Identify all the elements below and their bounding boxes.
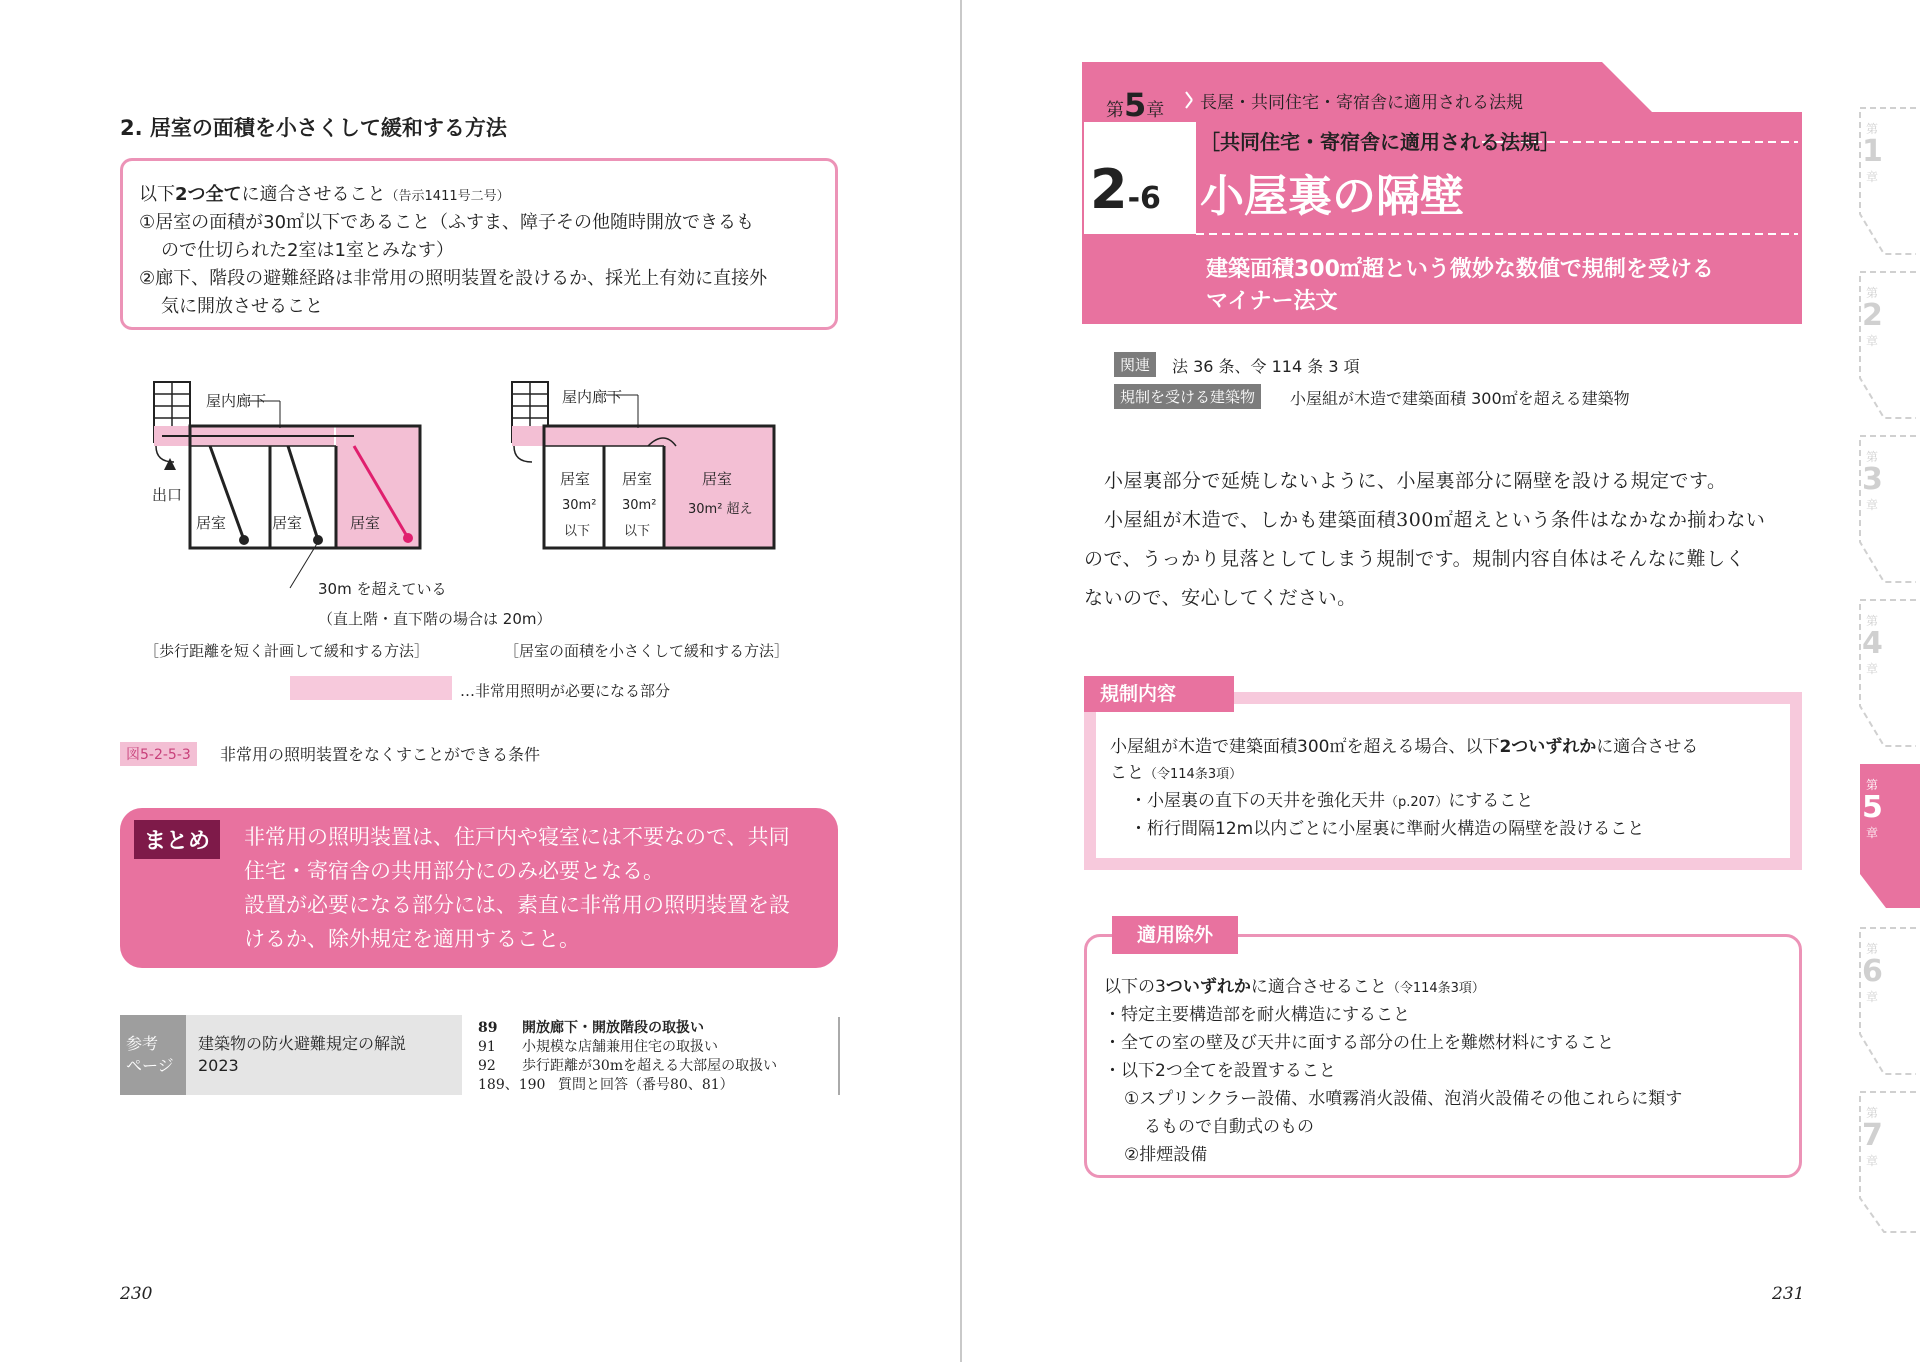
chapter-tab-1[interactable]: 1 [1862,134,1883,169]
reference-row: 189、190 質問と回答（番号80、81） [478,1077,734,1093]
summary-line-4: けるか、除外規定を適用すること。 [244,927,580,951]
reference-label-line-1: 参考 [126,1034,159,1053]
chapter-tab-3[interactable]: 3 [1862,462,1883,497]
page-spine [960,0,962,1362]
regulation-line-2: こと（令114条3項） [1110,763,1243,783]
chapter-tab-1-prefix: 第 [1866,122,1879,136]
chapter-tab-5[interactable]: 5 [1862,790,1883,825]
section-number-main: 2 [1090,158,1128,221]
section-heading: 2. 居室の面積を小さくして緩和する方法 [120,116,507,140]
chapter-description: 長屋・共同住宅・寄宿舎に適用される法規 [1200,93,1523,113]
regulation-line-3: ・小屋裏の直下の天井を強化天井（p.207）にすること [1130,791,1534,811]
diagram-right-below-2: 以下 [624,524,651,539]
chapter-number: 5 [1124,86,1147,124]
chapter-tab-2-suffix: 章 [1866,334,1879,348]
exception-label: 適用除外 [1112,916,1238,954]
page-title: 小屋裏の隔壁 [1200,171,1464,222]
chapter-tab-4[interactable]: 4 [1862,626,1883,661]
summary-box [120,808,838,968]
summary-line-3: 設置が必要になる部分には、素直に非常用の照明装置を設 [244,893,790,917]
chapter-tab-6[interactable]: 6 [1862,954,1883,989]
exception-line-6: るもので自動式のもの [1144,1117,1314,1137]
diagram-right-room-1: 居室 [560,470,591,488]
exception-line-3: ・全ての室の壁及び天井に面する部分の仕上を難燃材料にすること [1104,1033,1614,1053]
figure-caption: 非常用の照明装置をなくすことができる条件 [220,745,541,764]
body-line-3: ので、うっかり見落としてしまう規制です。規制内容自体はそんなに難しく [1084,548,1746,570]
diagram-right-below-1: 以下 [564,524,591,539]
subtitle-line-2: マイナー法文 [1206,289,1338,314]
chapter-tab-7-suffix: 章 [1866,1154,1879,1168]
diagram-left-room-1: 居室 [196,514,227,532]
diagram-right-room-2: 居室 [622,470,653,488]
chapter-tab-4-suffix: 章 [1866,662,1879,676]
chapter-tab-6-suffix: 章 [1866,990,1879,1004]
subtitle-line-1: 建築面積300㎡超という微妙な数値で規制を受ける [1206,257,1714,282]
diagram-left-room-2: 居室 [272,514,303,532]
chapter-suffix: 章 [1146,100,1165,121]
condition-box [120,158,838,330]
exception-line-4: ・以下2つ全てを設置すること [1104,1061,1336,1081]
condition-line-2: ①居室の面積が30㎡以下であること（ふすま、障子その他随時開放できるも [139,212,755,233]
diagram-left-room-3: 居室 [350,514,381,532]
chapter-tab-2[interactable]: 2 [1862,298,1883,333]
regulation-line-4: ・桁行間隔12m以内ごとに小屋裏に準耐火構造の隔壁を設けること [1130,819,1645,839]
summary-label: まとめ [134,820,220,859]
section-number [1090,158,1161,221]
exception-line-5: ①スプリンクラー設備、水噴霧消火設備、泡消火設備その他これらに類す [1124,1089,1683,1109]
diagram-left-note-1: 30m を超えている [318,580,447,598]
diagram-left-note-2: （直上階・直下階の場合は 20m） [318,610,552,628]
page-number-left: 230 [120,1284,153,1304]
reference-label-line-2: ページ [126,1056,174,1075]
chapter-label [1106,86,1164,124]
reference-book-title: 建築物の防火避難規定の解説 [198,1034,407,1053]
reference-label [120,1015,186,1095]
body-line-4: ないので、安心してください。 [1084,587,1357,609]
condition-line-1: 以下2つ全てに適合させること（告示1411号二号） [139,184,510,205]
category-label: ［共同住宅・寄宿舎に適用される法規］ [1200,130,1560,154]
condition-line-3: ので仕切られた2室は1室とみなす） [161,240,454,261]
exception-line-1: 以下の3ついずれかに適合させること（令114条3項） [1104,977,1485,997]
summary-line-1: 非常用の照明装置は、住戸内や寝室には不要なので、共同 [244,825,790,849]
body-line-1: 小屋裏部分で延焼しないように、小屋裏部分に隔壁を設ける規定です。 [1104,470,1727,492]
chapter-tab-5-suffix: 章 [1866,826,1879,840]
regulation-label: 規制内容 [1084,676,1234,712]
target-tag: 規制を受ける建築物 [1114,384,1261,409]
diagram-right-caption: ［居室の面積を小さくして緩和する方法］ [504,642,790,660]
page-number-right: 231 [1772,1284,1805,1304]
chapter-tab-5-prefix: 第 [1866,778,1879,792]
exception-line-2: ・特定主要構造部を耐火構造にすること [1104,1005,1410,1025]
diagram-left-corridor-label: 屋内廊下 [206,392,267,410]
reference-row: 91 小規模な店舗兼用住宅の取扱い [478,1039,718,1055]
regulation-line-1: 小屋組が木造で建築面積300㎡を超える場合、以下2ついずれかに適合させる [1110,737,1699,757]
chapter-tab-6-prefix: 第 [1866,942,1879,956]
legend-text: …非常用照明が必要になる部分 [460,682,671,700]
diagram-right-area-3: 30m² 超え [688,502,753,517]
diagram-right-area-2: 30m² [622,498,657,513]
chapter-tab-1-suffix: 章 [1866,170,1879,184]
diagram-right-room-3: 居室 [702,470,733,488]
related-text: 法 36 条、令 114 条 3 項 [1172,357,1360,376]
diagram-right-corridor-label: 屋内廊下 [562,388,623,406]
body-line-2: 小屋組が木造で、しかも建築面積300㎡超えという条件はなかなか揃わない [1104,509,1766,531]
chapter-prefix: 第 [1106,100,1124,121]
summary-line-2: 住宅・寄宿舎の共用部分にのみ必要となる。 [244,859,664,883]
diagram-left [140,370,440,590]
related-tag: 関連 [1114,352,1156,377]
reference-list [478,1017,840,1095]
reference-row: 89 開放廊下・開放階段の取扱い [478,1020,704,1036]
chapter-tab-3-prefix: 第 [1866,450,1879,464]
chapter-tab-7-prefix: 第 [1866,1106,1879,1120]
chapter-tab-7[interactable]: 7 [1862,1118,1883,1153]
condition-line-5: 気に開放させること [161,296,323,317]
legend-swatch [290,676,452,700]
reference-row: 92 歩行距離が30mを超える大部屋の取扱い [478,1058,778,1074]
section-number-sub: -6 [1127,181,1161,216]
exception-line-7: ②排煙設備 [1124,1145,1208,1165]
diagram-left-caption: ［歩行距離を短く計画して緩和する方法］ [144,642,430,660]
target-text: 小屋組が木造で建築面積 300㎡を超える建築物 [1290,389,1630,408]
diagram-left-exit-label: 出口 [152,486,183,504]
chapter-tab-4-prefix: 第 [1866,614,1879,628]
chapter-tab-3-suffix: 章 [1866,498,1879,512]
diagram-right-area-1: 30m² [562,498,597,513]
reference-book-year: 2023 [198,1056,239,1075]
chapter-tab-2-prefix: 第 [1866,286,1879,300]
condition-line-4: ②廊下、階段の避難経路は非常用の照明装置を設けるか、採光上有効に直接外 [139,268,768,289]
reference-book [186,1015,462,1095]
figure-tag: 図5-2-5-3 [120,742,197,766]
